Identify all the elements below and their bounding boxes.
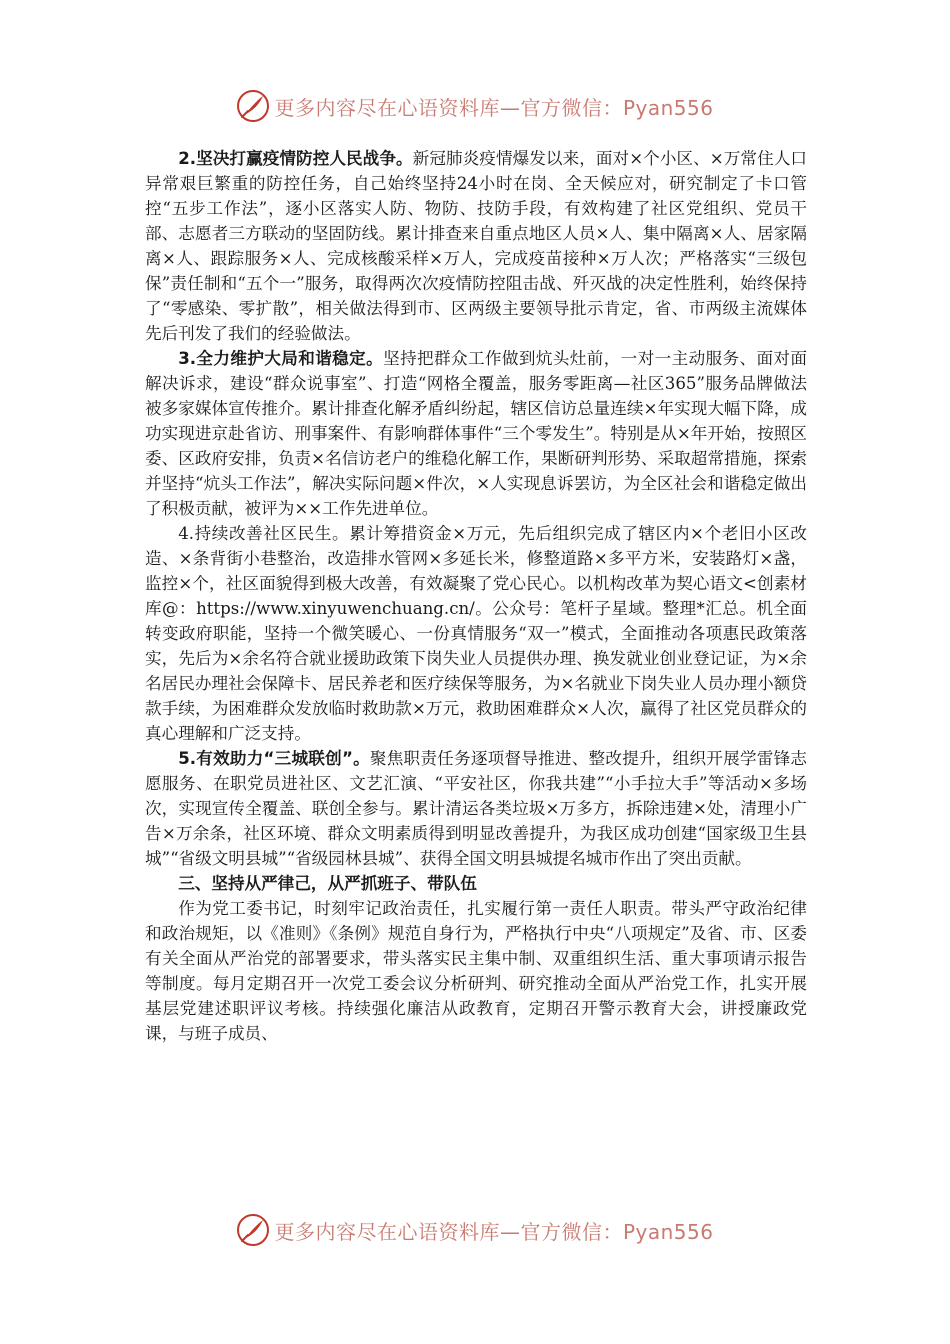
paragraph-body: 4.持续改善社区民生。累计筹措资金×万元，先后组织完成了辖区内×个老旧小区改造、×条背街小巷整治，改造排水管网×多延长米，修整道路×多平方米，安装路灯×盏，监控×个，社区面貌得到极大改善，有效凝聚了党心民心。以机构改革为契心语文<创素材库@：https://www.xinyuwenchuang.cn/。公众号：笔杆子星域。整理*汇总。机全面转变政府职能，坚持一个微笑暖心、一份真情服务“双一”模式，全面推动各项惠民政策落实，先后为×余名符合就业援助政策下岗失业人员提供办理、换发就业创业登记证，为×余名居民办理社会保障卡、居民养老和医疗续保等服务，为×名就业下岗失业人员办理小额贷款手续，为困难群众发放临时救助款×万元，救助困难群众×人次，赢得了社区党员群众的真心理解和广泛支持。 [145, 524, 807, 743]
paragraph-body: 坚持把群众工作做到炕头灶前，一对一主动服务、面对面解决诉求，建设“群众说事室”、打造“网格全覆盖，服务零距离—社区365”服务品牌做法被多家媒体宣传推介。累计排查化解矛盾纠纷起，辖区信访总量连续×年实现大幅下降，成功实现进京赴省访、刑事案件、有影响群体事件“三个零发生”。特别是从×年开始，按照区委、区政府安排，负责×名信访老户的维稳化解工作，果断研判形势、采取超常措施，探索并坚持“炕头工作法”，解决实际问题×件次，×人实现息诉罢访，为全区社会和谐稳定做出了积极贡献，被评为××工作先进单位。 [145, 349, 807, 518]
paragraph-stability [145, 346, 807, 521]
paragraph-body: 新冠肺炎疫情爆发以来，面对×个小区、×万常住人口异常艰巨繁重的防控任务，自己始终坚持24小时在岗、全天候应对，研究制定了卡口管控“五步工作法”，逐小区落实人防、物防、技防手段，有效构建了社区党组织、党员干部、志愿者三方联动的坚固防线。累计排查来自重点地区人员×人、集中隔离×人、居家隔离×人、跟踪服务×人、完成核酸采样×万人，完成疫苗接种×万人次；严格落实“三级包保”责任制和“五个一”服务，取得两次次疫情防控阻击战、歼灭战的决定性胜利，始终保持了“零感染、零扩散”，相关做法得到市、区两级主要领导批示肯定，省、市两级主流媒体先后刊发了我们的经验做法。 [145, 149, 807, 343]
paragraph-title: 5.有效助力“三城联创”。 [178, 749, 370, 768]
document-body [145, 146, 807, 1046]
section-heading: 三、坚持从严律己，从严抓班子、带队伍 [178, 874, 477, 893]
paragraph-epidemic [145, 146, 807, 346]
paragraph-title: 3.全力维护大局和谐稳定。 [178, 349, 384, 368]
paragraph-title: 2.坚决打赢疫情防控人民战争。 [178, 149, 413, 168]
quill-logo-icon [236, 1213, 270, 1247]
paragraph-discipline: 作为党工委书记，时刻牢记政治责任，扎实履行第一责任人职责。带头严守政治纪律和政治规矩，以《准则》《条例》规范自身行为，严格执行中央“八项规定”及省、市、区委有关全面从严治党的部署要求，带头落实民主集中制、双重组织生活、重大事项请示报告等制度。每月定期召开一次党工委会议分析研判、研究推动全面从严治党工作，扎实开展基层党建述职评议考核。持续强化廉洁从政教育，定期召开警示教育大会，讲授廉政党课，与班子成员、 [145, 899, 807, 1043]
footer-banner [0, 1210, 950, 1250]
banner-text: 更多内容尽在心语资料库—官方微信：Pyan556 [274, 95, 714, 120]
quill-logo-icon [236, 89, 270, 123]
paragraph-three-cities [145, 746, 807, 871]
paragraph-body: 聚焦职责任务逐项督导推进、整改提升，组织开展学雷锋志愿服务、在职党员进社区、文艺汇演、“平安社区，你我共建”“小手拉大手”等活动×多场次，实现宣传全覆盖、联创全参与。累计清运各类垃圾×万多方，拆除违建×处，清理小广告×万余条，社区环境、群众文明素质得到明显改善提升，为我区成功创建“国家级卫生县城”“省级文明县城”“省级园林县城”、获得全国文明县城提名城市作出了突出贡献。 [145, 749, 807, 868]
paragraph-livelihood [145, 521, 807, 746]
header-banner [0, 86, 950, 126]
banner-text: 更多内容尽在心语资料库—官方微信：Pyan556 [274, 1219, 714, 1244]
